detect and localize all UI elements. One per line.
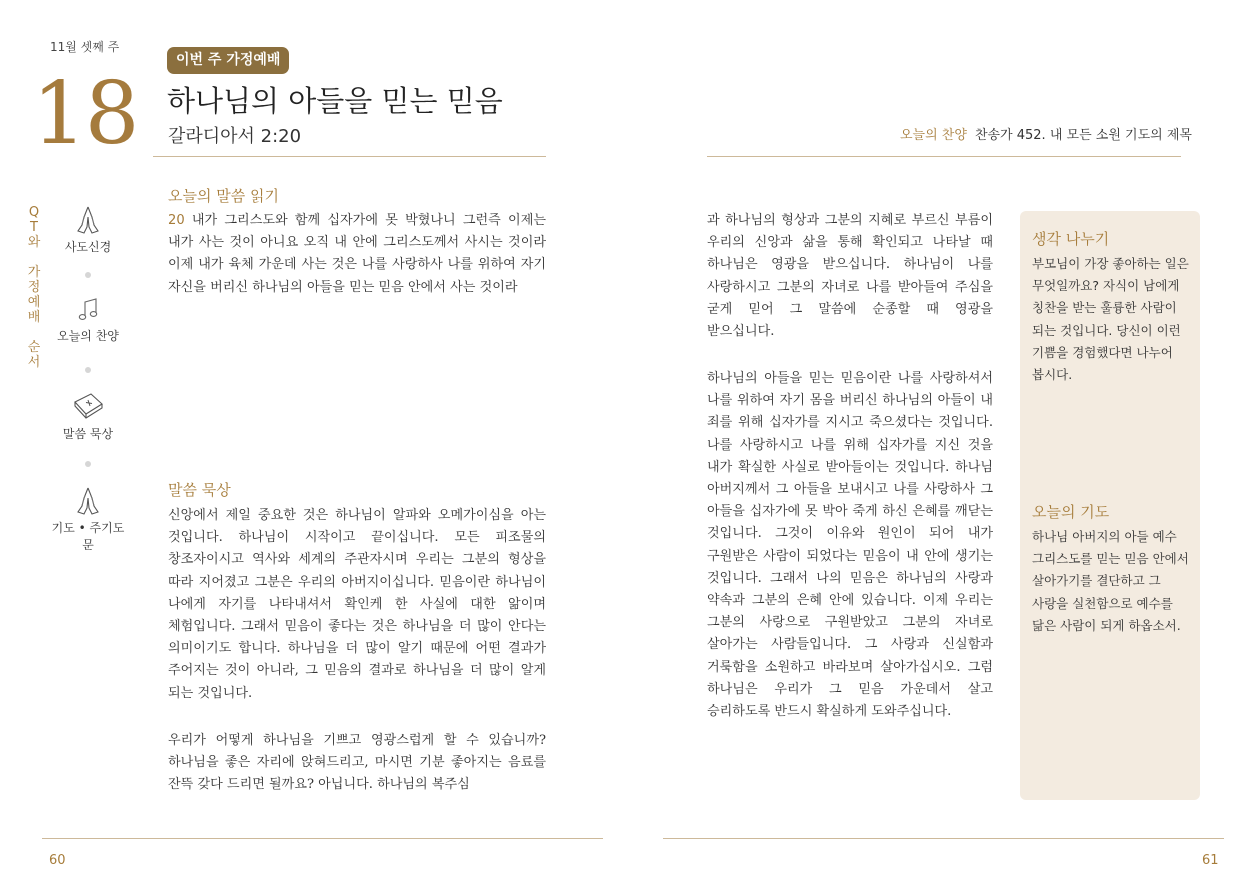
header-divider-left <box>153 156 546 157</box>
meditation-heading: 말씀 묵상 <box>168 481 231 499</box>
hymn-title: 찬송가 452. 내 모든 소원 기도의 제목 <box>974 128 1192 143</box>
share-text: 부모님이 가장 좋아하는 일은 무엇일까요? 자식이 남에게 칭찬을 받는 훌륭한 사람이 되는 것입니다. 당신이 이런 기쁨을 경험했다면 나누어 봅시다. <box>1032 256 1189 383</box>
sidebar-title-char: 예 <box>27 295 41 310</box>
sidebar-item-label: 사도신경 <box>64 240 112 254</box>
sidebar-title-char: 가 <box>27 265 41 280</box>
sidebar-vertical-title <box>24 205 44 370</box>
hymn-of-the-day <box>900 124 1192 143</box>
verse-text: 내가 그리스도와 함께 십자가에 못 박혔나니 그런즉 이제는 내가 사는 것이 아니요 오직 내 안에 그리스도께서 사시는 것이라 이제 내가 육체 가운데 사는 것은 나를 사랑하사 나를 위하여 자기 자신을 버리신 하나님의 아들을 믿는 믿음 안에서 사는 것이라 <box>168 213 546 295</box>
page-number-left: 60 <box>49 853 66 868</box>
sidebar-title-char: 와 <box>27 235 41 250</box>
footer-divider-right <box>663 838 1224 839</box>
page-title: 하나님의 아들을 믿는 믿음 <box>167 84 503 118</box>
discussion-panel <box>1020 211 1200 800</box>
sidebar-item-label: 말씀 묵상 <box>62 427 114 441</box>
meditation-paragraph: 우리가 어떻게 하나님을 기쁘고 영광스럽게 할 수 있습니까? 하나님을 좋은 자리에 앉혀드리고, 마시면 기분 좋아지는 음료를 잔뜩 갖다 드리면 될까요? 아닙니다. 하나님의 복주심 <box>168 733 546 793</box>
sidebar-title-char: 정 <box>27 280 41 295</box>
sidebar-dot <box>85 272 91 278</box>
bible-icon <box>71 390 105 422</box>
share-heading: 생각 나누기 <box>1032 230 1110 248</box>
sidebar-title-char: 순 <box>27 340 41 355</box>
reading-verse <box>168 210 546 299</box>
footer-divider-left <box>42 838 603 839</box>
meditation-paragraph: 하나님의 아들을 믿는 믿음이란 나를 사랑하셔서 나를 위하여 자기 몸을 버리신 하나님의 아들이 내 죄를 위해 십자가를 지시고 죽으셨다는 것입니다. 나를 사랑하시고 나를 위해 십자가를 지신 것을 내가 확실한 사실로 받아들이는 것입니다. 하나님 아버지께서 그 아들을 보내시고 나를 사랑하사 그 아들을 십자가에 못 박아 죽게 하신 은혜를 깨닫는 것입니다. 그것이 이유와 원인이 되어 내가 구원받은 사람이 되었다는 믿음이 내 안에 생기는 것입니다. 그래서 나의 믿음은 하나님의 사랑과 약속과 그분의 은혜 안에 있습니다. 이제 우리는 그분의 사랑으로 구원받았고 그분의 자녀로 살아가는 사람들입니다. 그 사랑과 신실함과 거룩함을 소원하고 바라보며 살아가십시오. 그럼 하나님은 우리가 그 믿음 가운데서 살고 승리하도록 반드시 확실하게 도와주십니다. <box>707 371 993 720</box>
sidebar-title-char: 서 <box>27 355 41 370</box>
sidebar-dot <box>85 461 91 467</box>
prayer-heading: 오늘의 기도 <box>1032 503 1110 521</box>
praying-hands-icon <box>72 205 104 235</box>
sidebar-item-hymn <box>55 296 121 344</box>
praying-hands-icon <box>72 486 104 516</box>
header-divider-right <box>707 156 1181 157</box>
verse-number: 20 <box>168 213 185 228</box>
weekly-worship-badge: 이번 주 가정예배 <box>167 47 289 74</box>
scripture-reference: 갈라디아서 2:20 <box>168 126 302 147</box>
sidebar-title-char: T <box>30 220 38 235</box>
day-number: 18 <box>32 64 138 164</box>
sidebar-item-label: 오늘의 찬양 <box>57 329 119 343</box>
sidebar-item-meditation <box>58 390 118 442</box>
hymn-label: 오늘의 찬양 <box>900 128 967 143</box>
sidebar-item-prayer <box>46 486 130 553</box>
sidebar-title-char: 배 <box>27 310 41 325</box>
prayer-text: 하나님 아버지의 아들 예수 그리스도를 믿는 믿음 안에서 살아가기를 결단하고 그 사랑을 실천함으로 예수를 닮은 사람이 되게 하옵소서. <box>1032 529 1189 633</box>
reading-heading: 오늘의 말씀 읽기 <box>168 187 279 205</box>
sidebar-dot <box>85 367 91 373</box>
sidebar-item-apostles-creed <box>58 205 118 255</box>
page-number-right: 61 <box>1202 853 1219 868</box>
meditation-paragraph: 신앙에서 제일 중요한 것은 하나님이 알파와 오메가이심을 아는 것입니다. 하나님이 시작이고 끝이십니다. 모든 피조물의 창조자이시고 역사와 세계의 주관자시며 우리는 그분의 형상을 따라 지어졌고 그분은 우리의 아버지이십니다. 믿음이란 하나님이 나에게 자기를 나타내셔서 확인케 한 사실에 대한 앎이며 체험입니다. 그래서 믿음이 좋다는 것은 하나님을 더 많이 안다는 의미이기도 합니다. 하나님을 더 많이 알기 때문에 어떤 결과가 주어지는 것이 아니라, 그 믿음의 결과로 하나님을 더 많이 알게 되는 것입니다. <box>168 508 546 701</box>
music-note-icon <box>76 296 100 324</box>
week-label: 11월 셋째 주 <box>50 40 120 54</box>
meditation-paragraph: 과 하나님의 형상과 그분의 지혜로 부르신 부름이 우리의 신앙과 삶을 통해 확인되고 나타날 때 하나님은 영광을 받으십니다. 하나님이 나를 사랑하시고 그분의 자녀로 나를 받아들여 주심을 굳게 믿어 그 말씀에 순종할 때 영광을 받으십니다. <box>707 213 993 340</box>
sidebar-item-label: 기도 • 주기도문 <box>51 521 125 552</box>
sidebar-title-char: Q <box>28 205 40 220</box>
